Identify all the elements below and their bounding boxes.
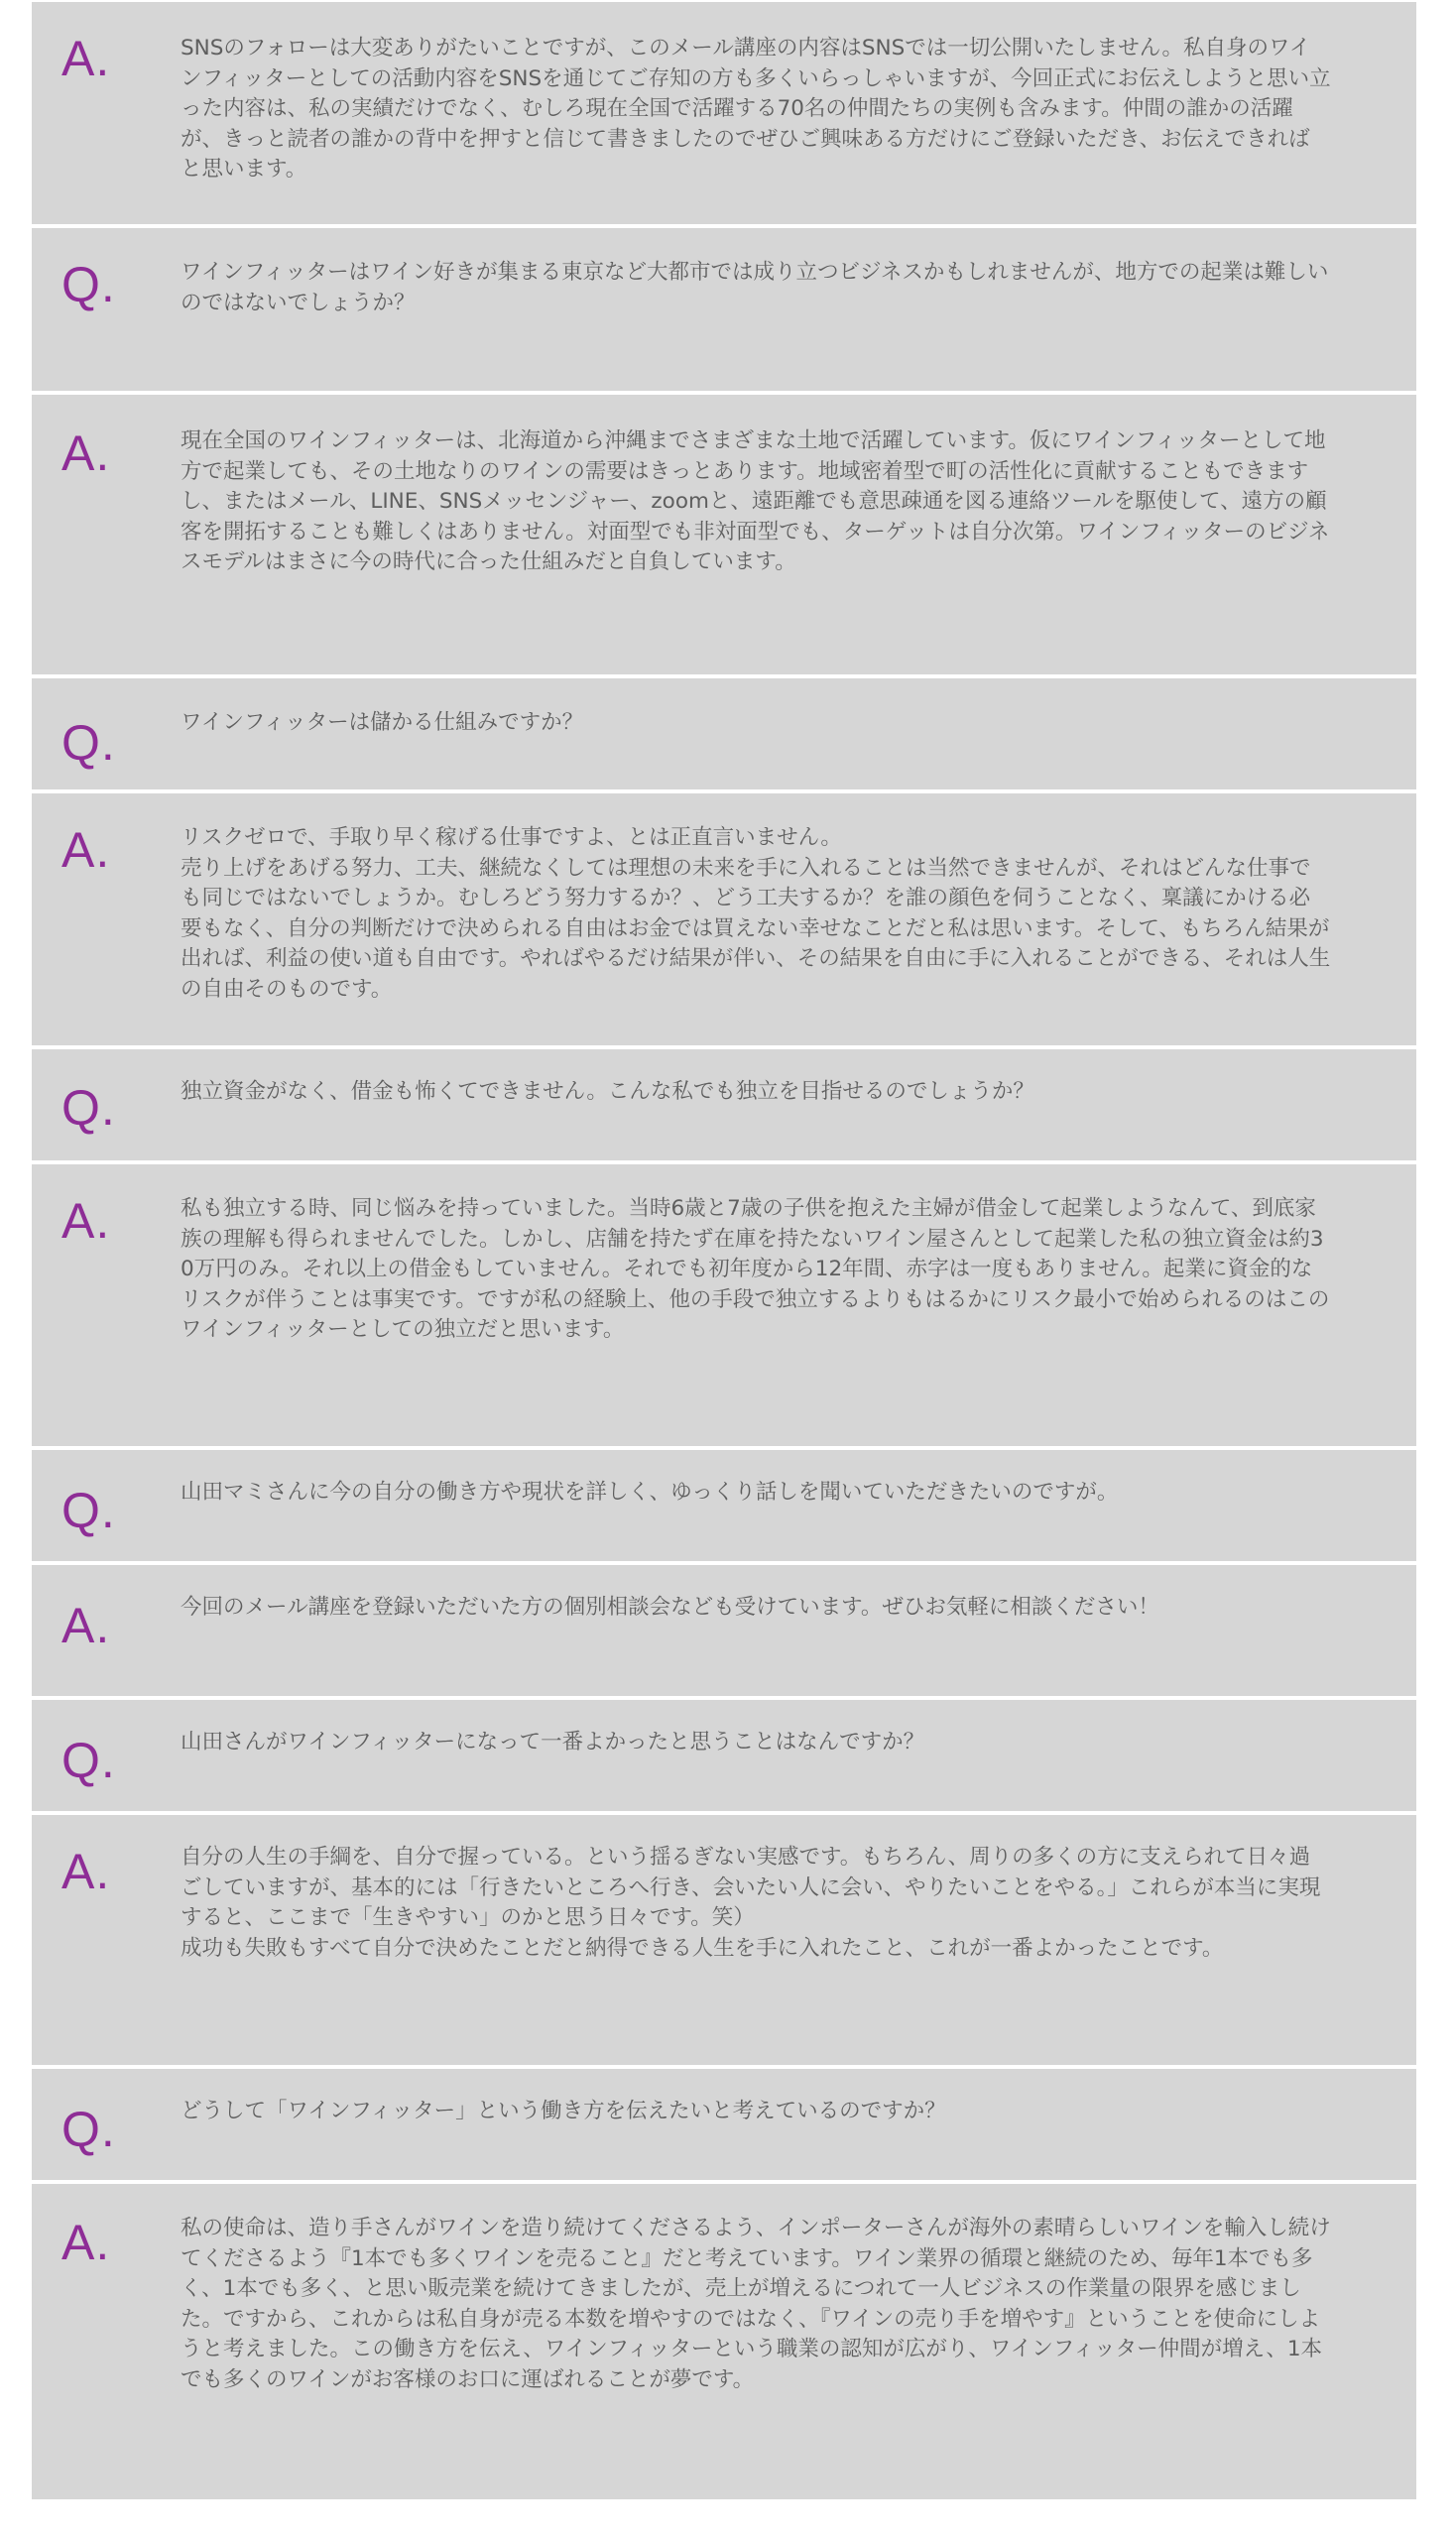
faq-answer bbox=[32, 1164, 1416, 1446]
question-mark: Q. bbox=[61, 1080, 116, 1136]
question-mark: Q. bbox=[61, 1483, 116, 1538]
answer-mark: A. bbox=[61, 1598, 111, 1653]
question-text: 独立資金がなく、借金も怖くてできません。こんな私でも独立を目指せるのでしょうか？ bbox=[181, 1079, 1034, 1104]
question-text: 山田マミさんに今の自分の働き方や現状を詳しく、ゆっくり話しを聞いていただきたいのですが。 bbox=[181, 1480, 1119, 1505]
answer-text: 現在全国のワインフィッターは、北海道から沖縄までさまざまな土地で活躍しています。仮にワインフィッターとして地方で起業しても、その土地なりのワインの需要はきっとあります。地域密着型で町の活性化に貢献することもできますし、またはメール、LINE、SNSメッセンジャー、zoomと、遠距離でも意思疎通を図る連絡ツールを駆使して、遠方の顧客を開拓することも難しくはありません。対面型でも非対面型でも、ターゲットは自分次第。ワインフィッターのビジネスモデルはまさに今の時代に合った仕組みだと自負しています。 bbox=[181, 428, 1330, 574]
answer-mark: A. bbox=[61, 822, 111, 878]
faq-question bbox=[32, 2069, 1416, 2180]
answer-text: SNSのフォローは大変ありがたいことですが、このメール講座の内容はSNSでは一切公開いたしません。私自身のワインフィッターとしての活動内容をSNSを通じてご存知の方も多くいらっしゃいますが、今回正式にお伝えしようと思い立った内容は、私の実績だけでなく、むしろ現在全国で活躍する70名の仲間たちの実例も含みます。仲間の誰かの活躍が、きっと読者の誰かの背中を押すと信じて書きましたのでぜひご興味ある方だけにご登録いただき、お伝えできればと思います。 bbox=[181, 36, 1331, 181]
faq-question bbox=[32, 1049, 1416, 1160]
question-text: どうして「ワインフィッター」という働き方を伝えたいと考えているのですか？ bbox=[181, 2099, 946, 2123]
question-text: ワインフィッターは儲かる仕組みですか？ bbox=[181, 710, 584, 735]
faq-answer bbox=[32, 793, 1416, 1045]
question-text: 山田さんがワインフィッターになって一番よかったと思うことはなんですか？ bbox=[181, 1730, 925, 1754]
question-mark: Q. bbox=[61, 715, 116, 771]
question-mark: Q. bbox=[61, 1733, 116, 1788]
answer-text: リスクゼロで、手取り早く稼げる仕事ですよ、とは正直言いません。 売り上げをあげる努力、工夫、継続なくしては理想の未来を手に入れることは当然できませんが、それはどんな仕事でも同じではないでしょうか。むしろどう努力するか？、どう工夫するか？を誰の顔色を伺うことなく、稟議にかける必要もなく、自分の判断だけで決められる自由はお金では買えない幸せなことだと私は思います。そして、もちろん結果が出れば、利益の使い道も自由です。やればやるだけ結果が伴い、その結果を自由に手に入れることができる、それは人生の自由そのものです。 bbox=[181, 825, 1331, 1002]
question-mark: Q. bbox=[61, 2102, 116, 2157]
answer-mark: A. bbox=[61, 425, 111, 481]
faq-question bbox=[32, 1700, 1416, 1811]
faq-question bbox=[32, 1450, 1416, 1561]
faq-answer bbox=[32, 1815, 1416, 2065]
answer-text: 私も独立する時、同じ悩みを持っていました。当時6歳と7歳の子供を抱えた主婦が借金して起業しようなんて、到底家族の理解も得られませんでした。しかし、店舗を持たず在庫を持たないワイン屋さんとして起業した私の独立資金は約30万円のみ。それ以上の借金もしていません。それでも初年度から12年間、赤字は一度もありません。起業に資金的なリスクが伴うことは事実です。ですが私の経験上、他の手段で独立するよりもはるかにリスク最小で始められるのはこのワインフィッターとしての独立だと思います。 bbox=[181, 1196, 1330, 1342]
answer-mark: A. bbox=[61, 31, 111, 86]
answer-text: 自分の人生の手綱を、自分で握っている。という揺るぎない実感です。もちろん、周りの多くの方に支えられて日々過ごしていますが、基本的には「行きたいところへ行き、会いたい人に会い、やりたいことをやる。」これらが本当に実現すると、ここまで「生きやすい」のかと思う日々です。笑） 成功も失敗もすべて自分で決めたことだと納得できる人生を手に入れたこと、これが一番よかったことです。 bbox=[181, 1845, 1321, 1961]
question-text: ワインフィッターはワイン好きが集まる東京など大都市では成り立つビジネスかもしれませんが、地方での起業は難しいのではないでしょうか？ bbox=[181, 260, 1329, 315]
faq-answer bbox=[32, 2184, 1416, 2499]
answer-mark: A. bbox=[61, 1193, 111, 1249]
answer-text: 私の使命は、造り手さんがワインを造り続けてくださるよう、インポーターさんが海外の素晴らしいワインを輸入し続けてくださるよう『1本でも多くワインを売ること』だと考えています。ワイン業界の循環と継続のため、毎年1本でも多く、1本でも多く、と思い販売業を続けてきましたが、売上が増えるにつれて一人ビジネスの作業量の限界を感じました。ですから、これからは私自身が売る本数を増やすのではなく、『ワインの売り手を増やす』ということを使命にしようと考えました。この働き方を伝え、ワインフィッターという職業の認知が広がり、ワインフィッター仲間が増え、1本でも多くのワインがお客様のお口に運ばれることが夢です。 bbox=[181, 2216, 1331, 2392]
answer-mark: A. bbox=[61, 1844, 111, 1899]
faq-question bbox=[32, 678, 1416, 789]
faq-answer bbox=[32, 2, 1416, 224]
question-mark: Q. bbox=[61, 257, 116, 312]
faq-question bbox=[32, 228, 1416, 391]
answer-mark: A. bbox=[61, 2215, 111, 2270]
answer-text: 今回のメール講座を登録いただいた方の個別相談会なども受けています。ぜひお気軽に相談ください！ bbox=[181, 1595, 1159, 1620]
faq-answer bbox=[32, 1565, 1416, 1696]
faq-answer bbox=[32, 395, 1416, 674]
